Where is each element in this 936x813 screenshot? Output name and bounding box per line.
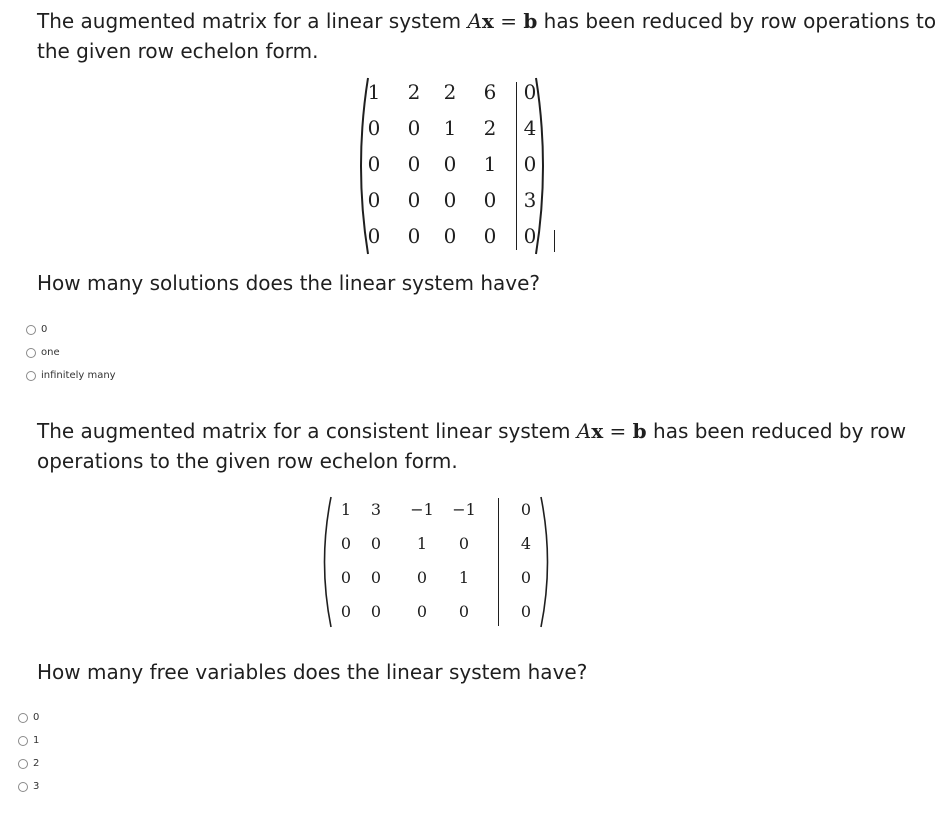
matrix-cell: 4	[520, 534, 532, 553]
q2-augmented-matrix	[316, 494, 556, 630]
matrix-cell: 0	[523, 224, 537, 248]
matrix-cell: 1	[443, 116, 457, 140]
matrix-cell: 0	[458, 602, 470, 621]
matrix-cell: 3	[523, 188, 537, 212]
q1-prompt: How many solutions does the linear system have?	[37, 271, 541, 295]
q2-prompt: How many free variables does the linear system have?	[37, 660, 588, 684]
radio-button[interactable]	[26, 371, 36, 381]
option-label: infinitely many	[41, 370, 116, 381]
matrix-cell: 2	[483, 116, 497, 140]
matrix-cell: 0	[370, 534, 382, 553]
matrix-cell: 0	[407, 152, 421, 176]
matrix-cell: 0	[367, 116, 381, 140]
matrix-cell: 0	[367, 188, 381, 212]
matrix-cell: 0	[458, 534, 470, 553]
q1-statement-line2: the given row echelon form.	[37, 39, 319, 63]
matrix-cell: 3	[370, 500, 382, 519]
matrix-cell: 0	[483, 224, 497, 248]
q2-statement-line2: operations to the given row echelon form.	[37, 449, 458, 473]
matrix-cell: 0	[407, 224, 421, 248]
option-label: one	[41, 347, 60, 358]
option-label: 0	[33, 712, 40, 723]
q1-option-0[interactable]	[26, 324, 47, 335]
matrix-cell: 1	[367, 80, 381, 104]
radio-button[interactable]	[26, 348, 36, 358]
matrix-cell: 0	[520, 500, 532, 519]
radio-button[interactable]	[18, 736, 28, 746]
matrix-cell: 0	[523, 80, 537, 104]
option-label: 0	[41, 324, 48, 335]
radio-button[interactable]	[18, 782, 28, 792]
matrix-cell: 0	[520, 602, 532, 621]
q2-option-0[interactable]	[18, 712, 39, 723]
matrix-cell: 6	[483, 80, 497, 104]
matrix-cell: 0	[416, 568, 428, 587]
q1-option-infinitely-many[interactable]	[26, 370, 116, 381]
matrix-cell: 0	[523, 152, 537, 176]
matrix-cell: 4	[523, 116, 537, 140]
q2-option-1[interactable]	[18, 735, 39, 746]
matrix-cell: −1	[410, 500, 434, 519]
matrix-cell: 0	[443, 152, 457, 176]
radio-button[interactable]	[26, 325, 36, 335]
matrix-cell: 1	[340, 500, 352, 519]
radio-button[interactable]	[18, 759, 28, 769]
matrix-cell: 0	[483, 188, 497, 212]
matrix-cell: 0	[407, 116, 421, 140]
q2-option-3[interactable]	[18, 781, 39, 792]
matrix-cell: 0	[520, 568, 532, 587]
matrix-cell: 1	[416, 534, 428, 553]
matrix-cell: 0	[340, 602, 352, 621]
matrix-cell: 0	[370, 568, 382, 587]
matrix-cell: 2	[443, 80, 457, 104]
q1-augmented-matrix	[352, 74, 552, 258]
q1-option-one[interactable]	[26, 347, 60, 358]
q1-statement-line1: The augmented matrix for a linear system Ax = b has been reduced by row operations to	[37, 9, 936, 33]
q1-equation: Ax = b	[467, 9, 538, 33]
matrix-cell: 2	[407, 80, 421, 104]
matrix-cell: 1	[483, 152, 497, 176]
matrix-cell: 0	[340, 534, 352, 553]
radio-button[interactable]	[18, 713, 28, 723]
matrix-cell: 1	[458, 568, 470, 587]
option-label: 2	[33, 758, 40, 769]
matrix-cell: 0	[443, 224, 457, 248]
option-label: 1	[33, 735, 40, 746]
matrix-cell: −1	[452, 500, 476, 519]
matrix-cell: 0	[367, 152, 381, 176]
text-cursor	[554, 230, 555, 252]
augment-divider	[498, 498, 499, 626]
q2-option-2[interactable]	[18, 758, 39, 769]
matrix-cell: 0	[407, 188, 421, 212]
matrix-cell: 0	[370, 602, 382, 621]
matrix-cell: 0	[443, 188, 457, 212]
matrix-cell: 0	[416, 602, 428, 621]
option-label: 3	[33, 781, 40, 792]
matrix-cell: 0	[340, 568, 352, 587]
q2-statement-line1: The augmented matrix for a consistent linear system Ax = b has been reduced by row	[37, 419, 907, 443]
q2-equation: Ax = b	[576, 419, 647, 443]
matrix-cell: 0	[367, 224, 381, 248]
